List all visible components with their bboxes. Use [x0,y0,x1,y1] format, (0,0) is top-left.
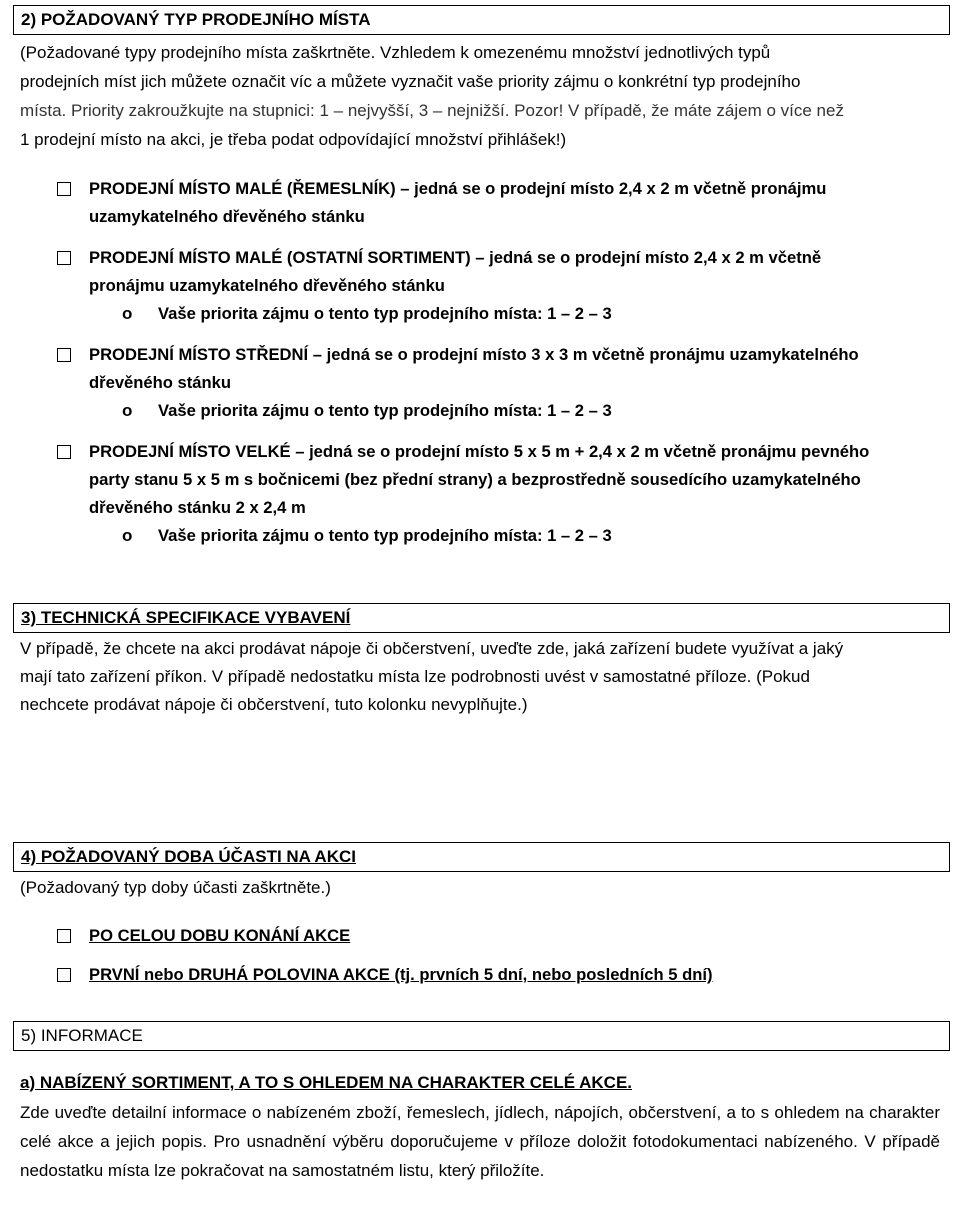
priority-notice-continued: V případě, že máte zájem o více než [563,101,844,120]
priority-notice: místa. Priority zakroužkujte na stupnici: 1 – nejvyšší, 3 – nejnižší. Pozor! [20,101,564,120]
section5-subheading: a) NABÍZENÝ SORTIMENT, A TO S OHLEDEM NA CHARAKTER CELÉ AKCE. [20,1073,633,1092]
bullet-marker: o [122,526,133,545]
option-stredni-line1: PRODEJNÍ MÍSTO STŘEDNÍ – jedná se o prodejní místo 3 x 3 m včetně pronájmu uzamykatelného [89,345,859,364]
section5-paragraph: Zde uveďte detailní informace o nabízeném zboží, řemeslech, jídlech, nápojích, občerstvení, a to s ohledem na charakter celé akce a jejich popis. Pro usnadnění výběru doporučujeme v příloze doložit fotodokumentaci nabízeného. V případě nedostatku místa lze pokračovat na samostatném listu, který přiložíte. [20,1103,940,1180]
priority-scale-velke[interactable]: Vaše priorita zájmu o tento typ prodejního místa: 1 – 2 – 3 [158,526,612,545]
option-velke-line2: party stanu 5 x 5 m s bočnicemi (bez přední strany) a bezprostředně sousedícího uzamykatelného [89,470,861,489]
section3-heading: 3) TECHNICKÁ SPECIFIKACE VYBAVENÍ [13,603,950,633]
section2-intro-line1: (Požadované typy prodejního místa zaškrtněte. Vzhledem k omezenému množství jednotlivých typů [20,43,771,62]
section4-heading: 4) POŽADOVANÝ DOBA ÚČASTI NA AKCI [13,842,950,872]
checkbox-maly-remeslnik[interactable] [57,182,71,196]
priority-scale-stredni[interactable]: Vaše priorita zájmu o tento typ prodejního místa: 1 – 2 – 3 [158,401,612,420]
option-maly-remeslnik-line1: PRODEJNÍ MÍSTO MALÉ (ŘEMESLNÍK) – jedná se o prodejní místo 2,4 x 2 m včetně pronájmu [89,179,827,198]
option-maly-remeslnik-line2: uzamykatelného dřevěného stánku [89,207,365,226]
checkbox-velke[interactable] [57,445,71,459]
option-maly-ostatni-line1: PRODEJNÍ MÍSTO MALÉ (OSTATNÍ SORTIMENT) – jedná se o prodejní místo 2,4 x 2 m včetně [89,248,822,267]
priority-scale-maly-ostatni[interactable]: Vaše priorita zájmu o tento typ prodejního místa: 1 – 2 – 3 [158,304,612,323]
checkbox-po-celou-dobu[interactable] [57,929,71,943]
section4-intro: (Požadovaný typ doby účasti zaškrtněte.) [20,878,331,897]
option-maly-ostatni-line2: pronájmu uzamykatelného dřevěného stánku [89,276,445,295]
bullet-marker: o [122,304,133,323]
section2-intro-line3 [20,97,844,125]
option-stredni-line2: dřevěného stánku [89,373,232,392]
option-velke-line3: dřevěného stánku 2 x 2,4 m [89,498,306,517]
option-polovina-akce: PRVNÍ nebo DRUHÁ POLOVINA AKCE (tj. prvních 5 dní, nebo posledních 5 dní) [89,965,713,984]
option-velke-line1: PRODEJNÍ MÍSTO VELKÉ – jedná se o prodejní místo 5 x 5 m + 2,4 x 2 m včetně pronájmu pevného [89,442,870,461]
bullet-marker: o [122,401,133,420]
section2-intro-line2: prodejních míst jich můžete označit víc a můžete vyznačit vaše priority zájmu o konkrétní typ prodejního [20,72,801,91]
checkbox-polovina-akce[interactable] [57,968,71,982]
section3-line2: mají tato zařízení příkon. V případě nedostatku místa lze podrobnosti uvést v samostatné příloze. (Pokud [20,667,810,686]
checkbox-stredni[interactable] [57,348,71,362]
section3-line1: V případě, že chcete na akci prodávat nápoje či občerstvení, uveďte zde, jaká zařízení budete využívat a jaký [20,639,844,658]
checkbox-maly-ostatni[interactable] [57,251,71,265]
section2-heading: 2) POŽADOVANÝ TYP PRODEJNÍHO MÍSTA [13,5,950,35]
section3-line3: nechcete prodávat nápoje či občerstvení, tuto kolonku nevyplňujte.) [20,695,528,714]
section2-intro-line4: 1 prodejní místo na akci, je třeba podat odpovídající množství přihlášek!) [20,130,567,149]
section5-heading: 5) INFORMACE [13,1021,950,1051]
option-po-celou-dobu: PO CELOU DOBU KONÁNÍ AKCE [89,926,351,945]
